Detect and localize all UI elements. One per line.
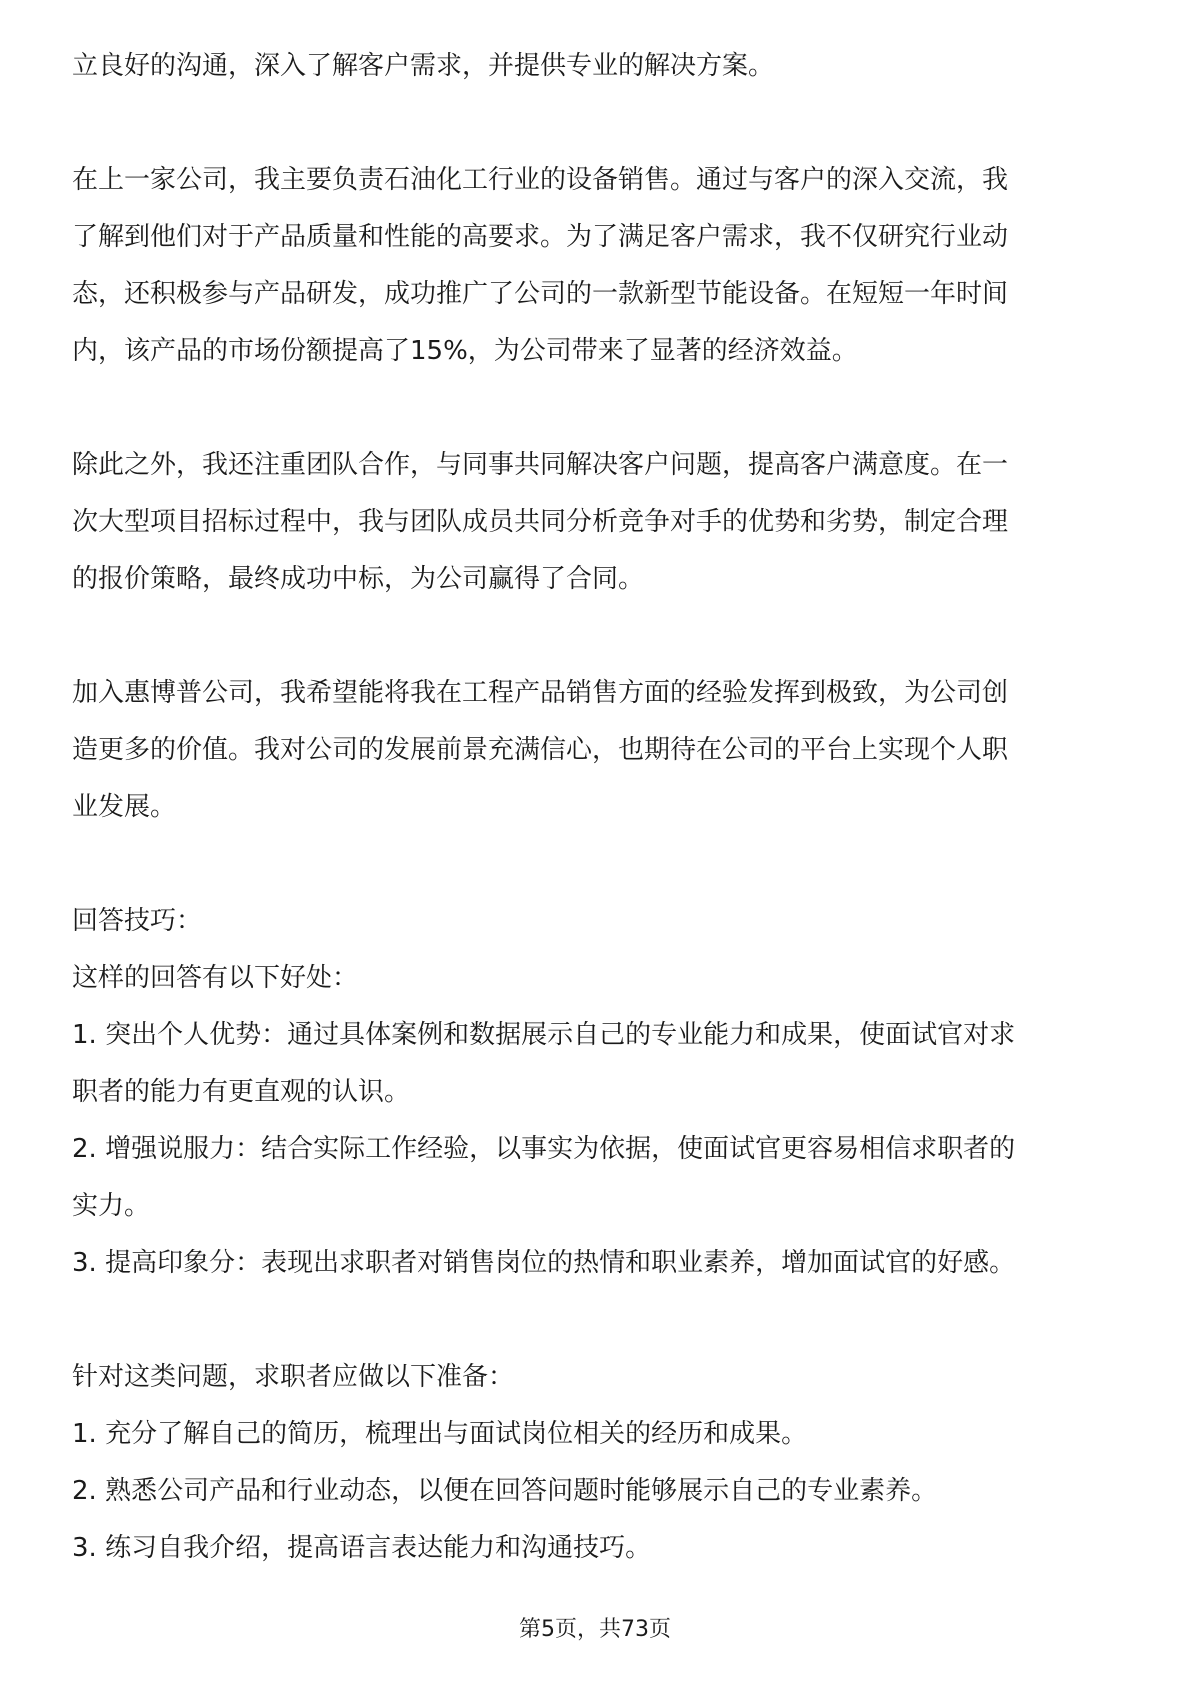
paragraph	[72, 437, 1122, 608]
list-item: 3. 提高印象分：表现出求职者对销售岗位的热情和职业素养，增加面试官的好感。	[72, 1248, 1016, 1278]
text-line: 在上一家公司，我主要负责石油化工行业的设备销售。通过与客户的深入交流，我	[72, 165, 1009, 195]
list-item: 3. 练习自我介绍，提高语言表达能力和沟通技巧。	[72, 1533, 652, 1563]
text-line: 态，还积极参与产品研发，成功推广了公司的一款新型节能设备。在短短一年时间	[72, 279, 1009, 309]
text-line: 内，该产品的市场份额提高了15%，为公司带来了显著的经济效益。	[72, 336, 858, 366]
paragraph	[72, 38, 1122, 95]
answer-tips-section	[72, 893, 1122, 1292]
document-body	[72, 38, 1122, 1577]
text-line: 这样的回答有以下好处：	[72, 963, 359, 993]
section-heading: 回答技巧：	[72, 906, 203, 936]
list-item-continuation: 实力。	[72, 1191, 151, 1221]
text-line: 了解到他们对于产品质量和性能的高要求。为了满足客户需求，我不仅研究行业动	[72, 222, 1009, 252]
preparation-section	[72, 1349, 1122, 1577]
list-item: 1. 突出个人优势：通过具体案例和数据展示自己的专业能力和成果，使面试官对求	[72, 1020, 1016, 1050]
paragraph	[72, 665, 1122, 836]
page-number: 第5页，共73页	[519, 1617, 671, 1642]
list-item: 2. 熟悉公司产品和行业动态，以便在回答问题时能够展示自己的专业素养。	[72, 1476, 938, 1506]
section-heading: 针对这类问题，求职者应做以下准备：	[72, 1362, 515, 1392]
list-item: 2. 增强说服力：结合实际工作经验，以事实为依据，使面试官更容易相信求职者的	[72, 1134, 1016, 1164]
list-item-continuation: 职者的能力有更直观的认识。	[72, 1077, 411, 1107]
text-line: 的报价策略，最终成功中标，为公司赢得了合同。	[72, 564, 645, 594]
text-line: 次大型项目招标过程中，我与团队成员共同分析竞争对手的优势和劣势，制定合理	[72, 507, 1009, 537]
paragraph	[72, 152, 1122, 380]
text-line: 加入惠博普公司，我希望能将我在工程产品销售方面的经验发挥到极致，为公司创	[72, 678, 1009, 708]
list-item: 1. 充分了解自己的简历，梳理出与面试岗位相关的经历和成果。	[72, 1419, 808, 1449]
text-line: 造更多的价值。我对公司的发展前景充满信心，也期待在公司的平台上实现个人职	[72, 735, 1009, 765]
text-line: 立良好的沟通，深入了解客户需求，并提供专业的解决方案。	[72, 51, 775, 81]
text-line: 除此之外，我还注重团队合作，与同事共同解决客户问题，提高客户满意度。在一	[72, 450, 1009, 480]
text-line: 业发展。	[72, 792, 177, 822]
